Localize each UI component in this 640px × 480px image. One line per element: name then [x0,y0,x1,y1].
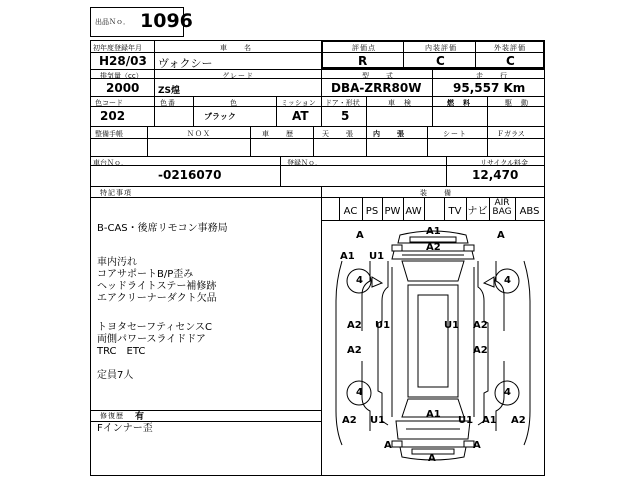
displacement-label: 排気量（cc） [100,72,143,80]
tire-mark: 4 [504,387,511,398]
reg-year-label: 初年度登録年月 [93,44,142,52]
fuel-label: 燃 料 [447,99,471,107]
repair-note: Fインナー歪 [97,423,153,434]
recycle-value: 12,470 [472,168,519,182]
remark-line: 定員7人 [97,370,134,381]
tire-mark: 4 [356,387,363,398]
damage-mark: A1 [426,409,441,420]
damage-mark: U1 [369,251,385,262]
lot-number: 1096 [140,10,193,32]
damage-mark: U1 [375,320,391,331]
grade-label: グレード [222,72,254,80]
score-label: 評価点 [352,44,376,52]
color-code-value: 202 [100,109,126,123]
reg-no-label: 登録Ｎｏ． [287,159,322,167]
reg-year-value: H28/03 [99,54,147,68]
score-value: R [358,54,368,68]
damage-mark: A2 [347,320,362,331]
equip-blank [424,204,444,220]
car-name-label: 車 名 [220,44,252,52]
damage-mark: A1 [482,415,497,426]
damage-mark: U1 [370,415,386,426]
color-value: ブラック [204,112,236,121]
remark-line: コアサポートB/P歪み [97,269,194,280]
model-value: DBA-ZRR80W [331,81,422,95]
color-num-label: 色番 [160,99,176,107]
remark-line: 両側パワースライドドア [97,334,206,345]
mileage-value: 95,557 Km [453,81,526,95]
equip-aw: AW [405,206,422,217]
mission-value: AT [292,109,309,123]
repair-label: 修復歴 [100,412,124,420]
equip-airbag: AIR BAG [492,198,512,217]
damage-mark: A2 [473,320,488,331]
equip-abs: ABS [519,206,540,217]
lot-label: 出品Ｎｏ． [95,18,130,26]
equip-navi: ナビ [467,206,488,217]
seat-label: シート [443,130,467,138]
equip-ac: AC [343,206,358,217]
damage-mark: A2 [347,345,362,356]
damage-mark: A [428,453,436,464]
mission-label: ミッション [281,99,316,107]
tire-mark: 4 [504,275,511,286]
remark-line: TRC ETC [97,346,146,357]
damage-mark: A [384,440,392,451]
remark-line: ヘッドライトステー補修跡 [97,281,217,292]
remark-line [97,305,317,322]
remark-line [97,358,317,370]
interior-value: C [436,54,445,68]
damage-mark: A [356,230,364,241]
remark-line: トヨタセーフティセンスC [97,322,212,333]
remarks-label: 特記事項 [100,189,132,197]
remark-line [97,235,317,257]
mileage-label: 走 行 [476,72,508,80]
color-label: 色 [230,99,238,107]
repair-value: 有 [135,412,145,422]
damage-mark: A2 [473,345,488,356]
damage-mark: A [473,440,481,451]
car-name-value: ヴォクシー [158,57,213,70]
interior-label: 内装評価 [425,44,457,52]
remark-line: エアクリーナーダクト欠品 [97,293,217,304]
remarks-list [97,223,317,382]
nox-label: ＮＯＸ [187,130,211,138]
chassis-value: -0216070 [158,168,222,182]
interior-cover-label: 内 張 [373,130,405,138]
inspection-label: 車 検 [388,99,412,107]
damage-mark: A1 [426,226,441,237]
damage-mark: A2 [342,415,357,426]
history-label: 車 歴 [262,130,294,138]
damage-mark: A1 [340,251,355,262]
equip-ps: PS [365,206,379,217]
drive-label: 駆 動 [505,99,529,107]
damage-mark: U1 [458,415,474,426]
exterior-value: C [506,54,515,68]
grade-value: ZS煌 [158,86,181,96]
doors-value: 5 [341,109,350,123]
fglass-label: Ｆガラス [497,130,525,138]
damage-mark: A2 [426,242,441,253]
equip-pw: PW [384,206,401,217]
chassis-label: 車台Ｎｏ． [93,159,128,167]
doors-label: ドア・形状 [325,99,360,107]
roof-label: 天 張 [322,130,354,138]
damage-mark: U1 [444,320,460,331]
recycle-label: リサイクル料金 [480,159,529,167]
manual-label: 整備手帳 [95,130,123,138]
remark-line: 車内汚れ [97,257,137,268]
damage-mark: A [497,230,505,241]
remark-line: B-CAS・後席リモコン事務局 [97,223,228,234]
equipment-label: 装 備 [420,189,452,197]
equip-tv: TV [448,206,462,217]
tire-mark: 4 [356,275,363,286]
color-code-label: 色コード [95,99,123,107]
displacement-value: 2000 [106,81,140,95]
exterior-label: 外装評価 [494,44,526,52]
damage-mark: A2 [511,415,526,426]
model-label: 型 式 [362,72,394,80]
